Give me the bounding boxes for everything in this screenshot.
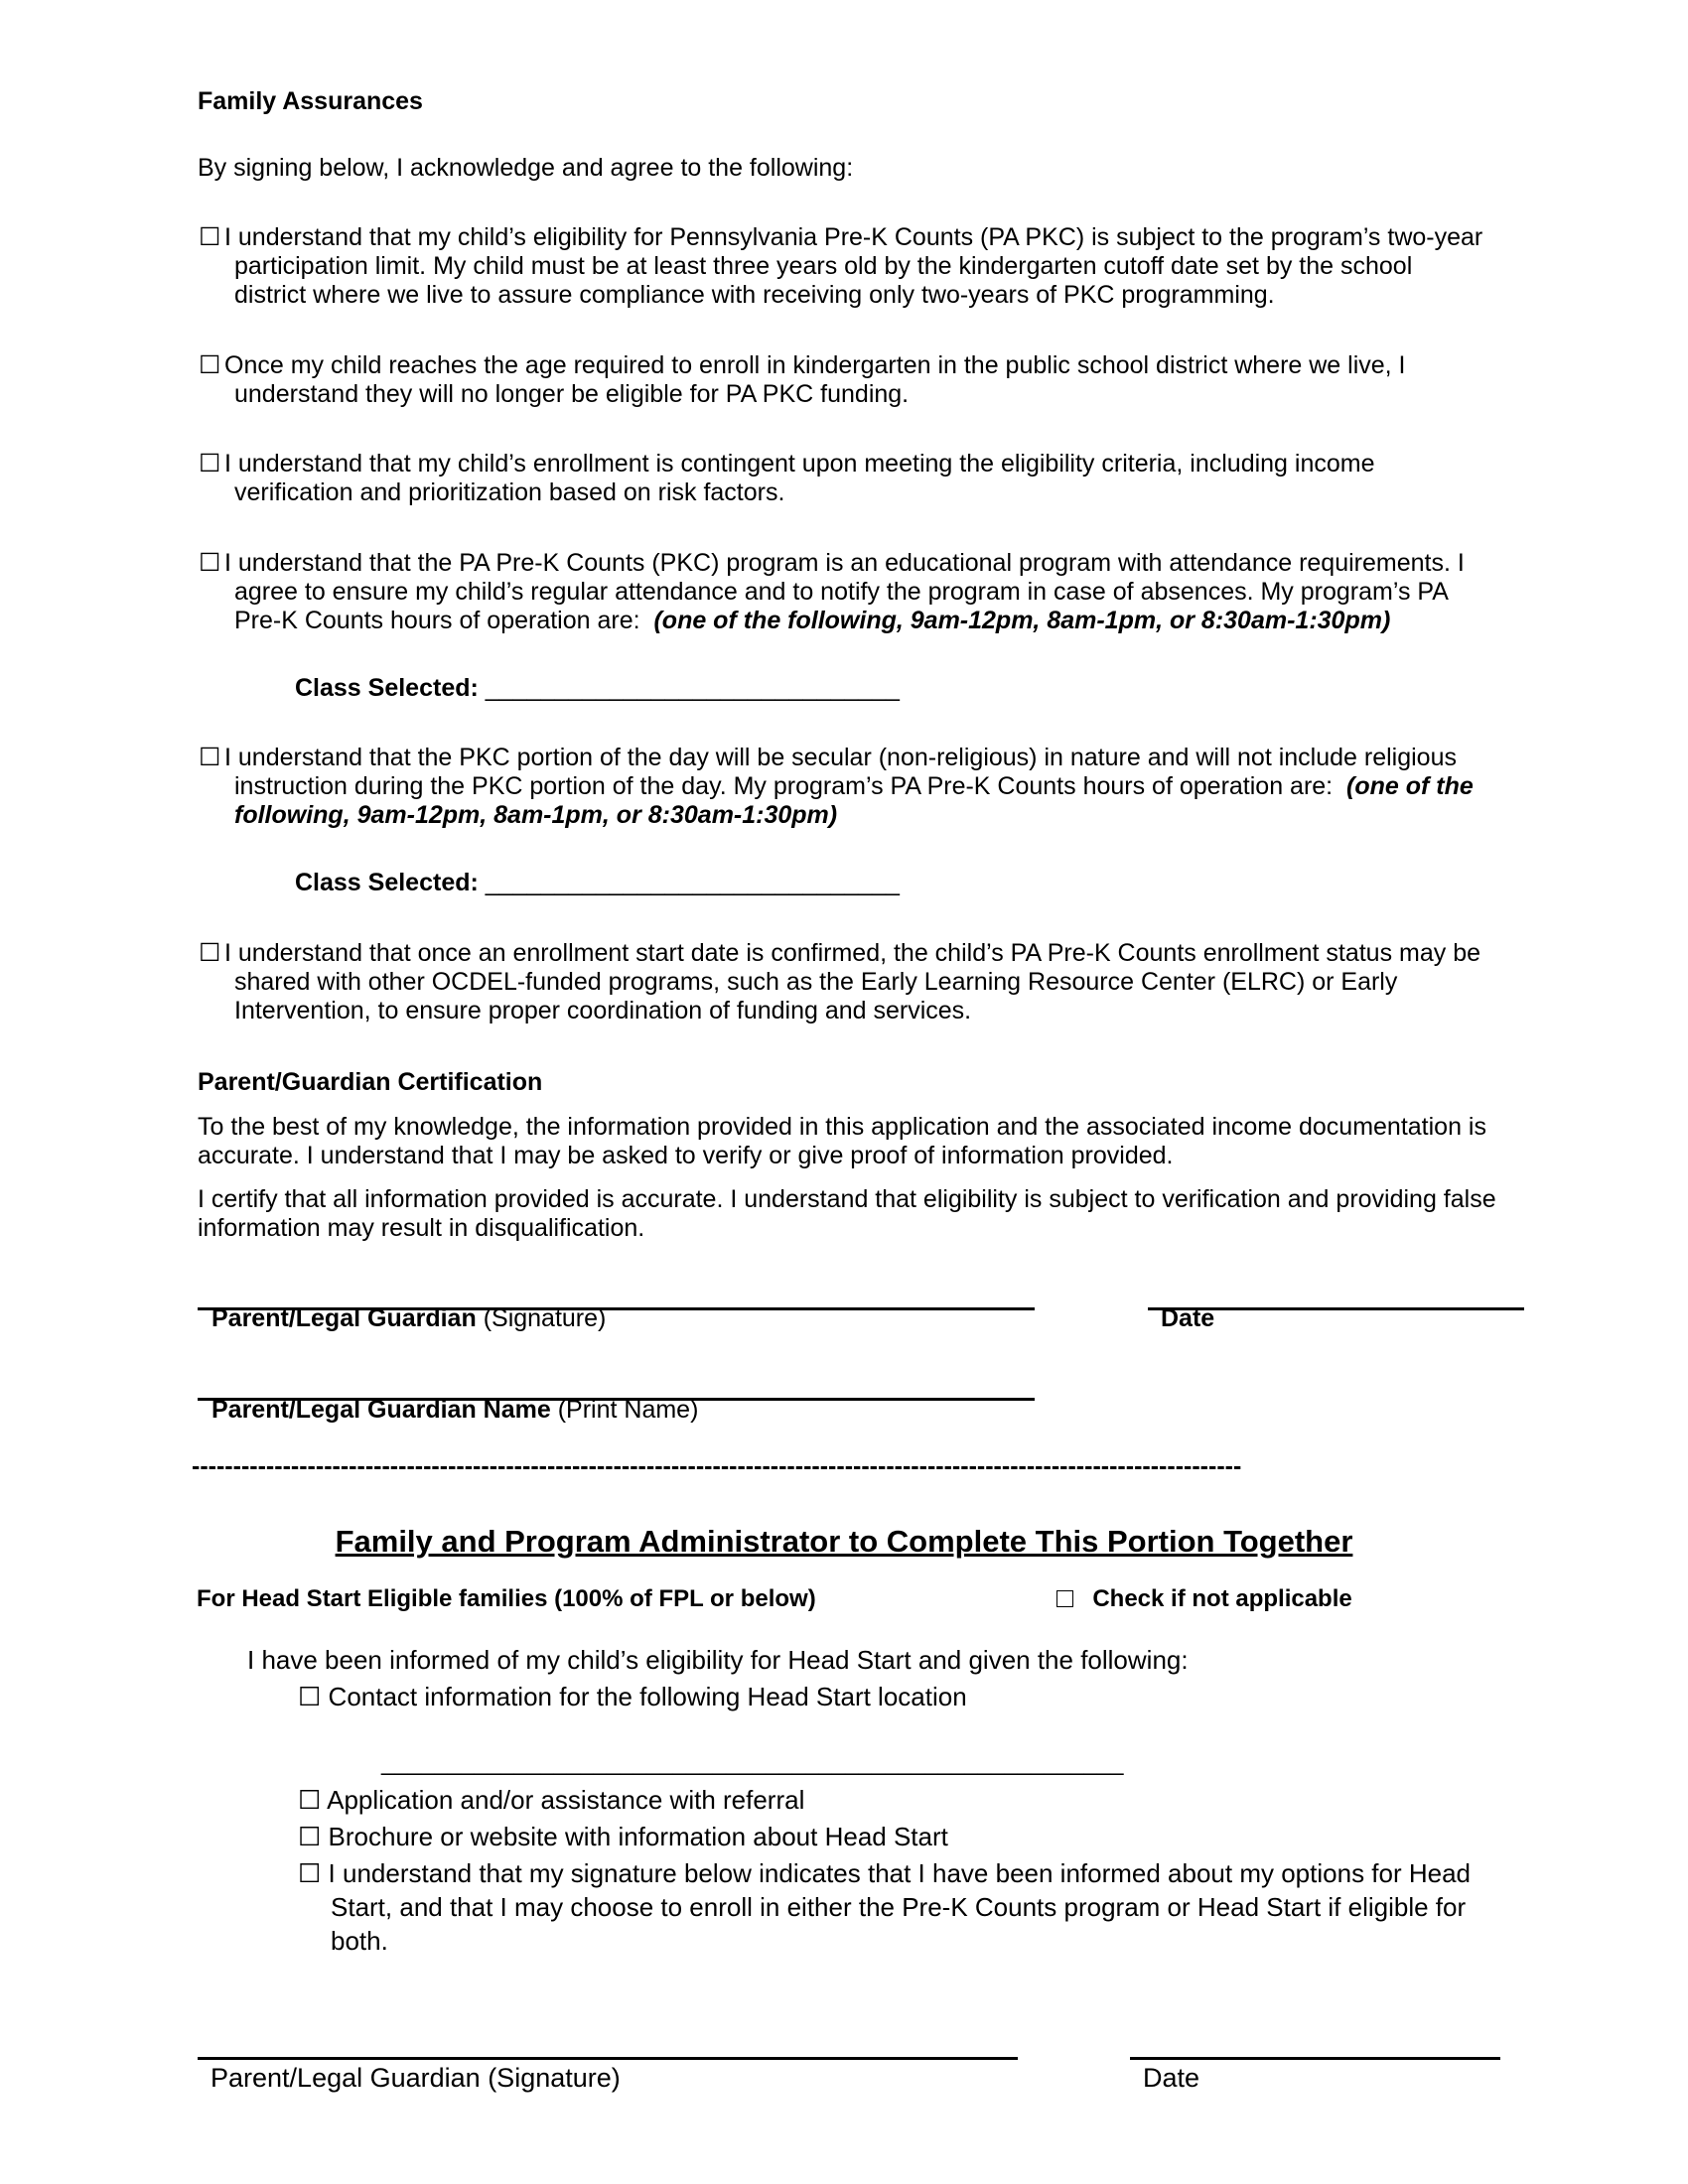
- class-selected-blank[interactable]: ______________________________: [485, 674, 900, 702]
- not-applicable-checkbox[interactable]: Check if not applicable: [1056, 1584, 1352, 1614]
- final-guardian-signature-label: Parent/Legal Guardian (Signature): [211, 2063, 621, 2093]
- intro-text: By signing below, I acknowledge and agree to the following:: [198, 154, 854, 182]
- final-date-label: Date: [1143, 2063, 1200, 2093]
- checkbox-icon[interactable]: ☐: [298, 1682, 322, 1711]
- checkbox-icon[interactable]: ☐: [298, 1858, 322, 1888]
- dashed-divider: -------------------------------------------------------------------------------------------------------------------------------: [192, 1452, 1242, 1480]
- guardian-name-label: Parent/Legal Guardian Name (Print Name): [211, 1396, 699, 1424]
- head-start-option-brochure[interactable]: ☐ Brochure or website with information about Head Start: [298, 1822, 948, 1851]
- assurance-item-eligibility[interactable]: ☐ I understand that my child’s eligibility for Pennsylvania Pre-K Counts (PA PKC) is subject to the program’s two-year participation limit. My child must be at least three years old by the kindergarten cutoff date set by the school district where we live to assure compliance with receiving only two-years of PKC programming.: [199, 223, 1483, 309]
- head-start-location-blank[interactable]: ________________________________________________________: [381, 1749, 1124, 1776]
- certification-paragraph-2: I certify that all information provided is accurate. I understand that eligibility is subject to verification and providing false information may result in disqualification.: [198, 1185, 1496, 1242]
- final-guardian-signature-line[interactable]: [198, 2057, 1018, 2060]
- class-selected-blank[interactable]: ______________________________: [485, 869, 900, 896]
- checkbox-icon[interactable]: ☐: [199, 351, 221, 379]
- checkbox-icon[interactable]: ☐: [199, 939, 221, 967]
- head-start-option-application[interactable]: ☐ Application and/or assistance with referral: [298, 1785, 805, 1815]
- assurance-item-enrollment-contingent[interactable]: ☐ I understand that my child’s enrollment is contingent upon meeting the eligibility criteria, including income verification and prioritization based on risk factors.: [199, 450, 1375, 506]
- final-date-line[interactable]: [1130, 2057, 1500, 2060]
- class-selected-field[interactable]: Class Selected: ______________________________: [295, 869, 900, 896]
- date-label: Date: [1161, 1304, 1215, 1332]
- checkbox-icon[interactable]: ☐: [199, 450, 221, 478]
- checkbox-icon[interactable]: ☐: [298, 1822, 322, 1851]
- guardian-signature-label: Parent/Legal Guardian (Signature): [211, 1304, 607, 1332]
- checkbox-icon[interactable]: [1056, 1590, 1073, 1607]
- assurance-item-data-sharing[interactable]: ☐ I understand that once an enrollment start date is confirmed, the child’s PA Pre-K Counts enrollment status may be shared with other OCDEL-funded programs, such as the Early Learning Resource Center (ELRC) or Early Intervention, to ensure proper coordination of funding and services.: [199, 939, 1481, 1024]
- head-start-informed-text: I have been informed of my child’s eligibility for Head Start and given the following:: [247, 1645, 1189, 1675]
- checkbox-icon[interactable]: ☐: [199, 744, 221, 771]
- head-start-section-title: Family and Program Administrator to Complete This Portion Together: [335, 1524, 1353, 1559]
- checkbox-icon[interactable]: ☐: [298, 1785, 322, 1815]
- certification-heading: Parent/Guardian Certification: [198, 1068, 543, 1096]
- certification-paragraph-1: To the best of my knowledge, the information provided in this application and the associated income documentation is accurate. I understand that I may be asked to verify or give proof of information provided.: [198, 1113, 1486, 1169]
- head-start-eligible-label: For Head Start Eligible families (100% of FPL or below): [197, 1585, 816, 1612]
- assurance-item-secular[interactable]: ☐ I understand that the PKC portion of the day will be secular (non-religious) in nature and will not include religious instruction during the PKC portion of the day. My program’s PA Pre-K Counts hours of operation are: (one of the following, 9am-12pm, 8am-1pm, or 8:30am-1:30pm): [199, 744, 1474, 829]
- head-start-option-contact-info[interactable]: ☐ Contact information for the following Head Start location: [298, 1682, 967, 1711]
- family-assurances-heading: Family Assurances: [198, 87, 423, 115]
- assurance-item-attendance[interactable]: ☐ I understand that the PA Pre-K Counts (PKC) program is an educational program with attendance requirements. I agree to ensure my child’s regular attendance and to notify the program in case of absences. My program’s PA Pre-K Counts hours of operation are: (one of the following, 9am-12pm, 8am-1pm, or 8:30am-1:30pm): [199, 549, 1465, 634]
- assurance-item-kindergarten-age[interactable]: ☐ Once my child reaches the age required to enroll in kindergarten in the public school district where we live, I understand they will no longer be eligible for PA PKC funding.: [199, 351, 1406, 408]
- checkbox-icon[interactable]: ☐: [199, 223, 221, 251]
- checkbox-icon[interactable]: ☐: [199, 549, 221, 577]
- class-selected-field[interactable]: Class Selected: ______________________________: [295, 674, 900, 702]
- head-start-option-understand[interactable]: ☐ I understand that my signature below indicates that I have been informed about my options for Head Start, and that I may choose to enroll in either the Pre-K Counts program or Head Start if eligible for both.: [298, 1858, 1472, 1956]
